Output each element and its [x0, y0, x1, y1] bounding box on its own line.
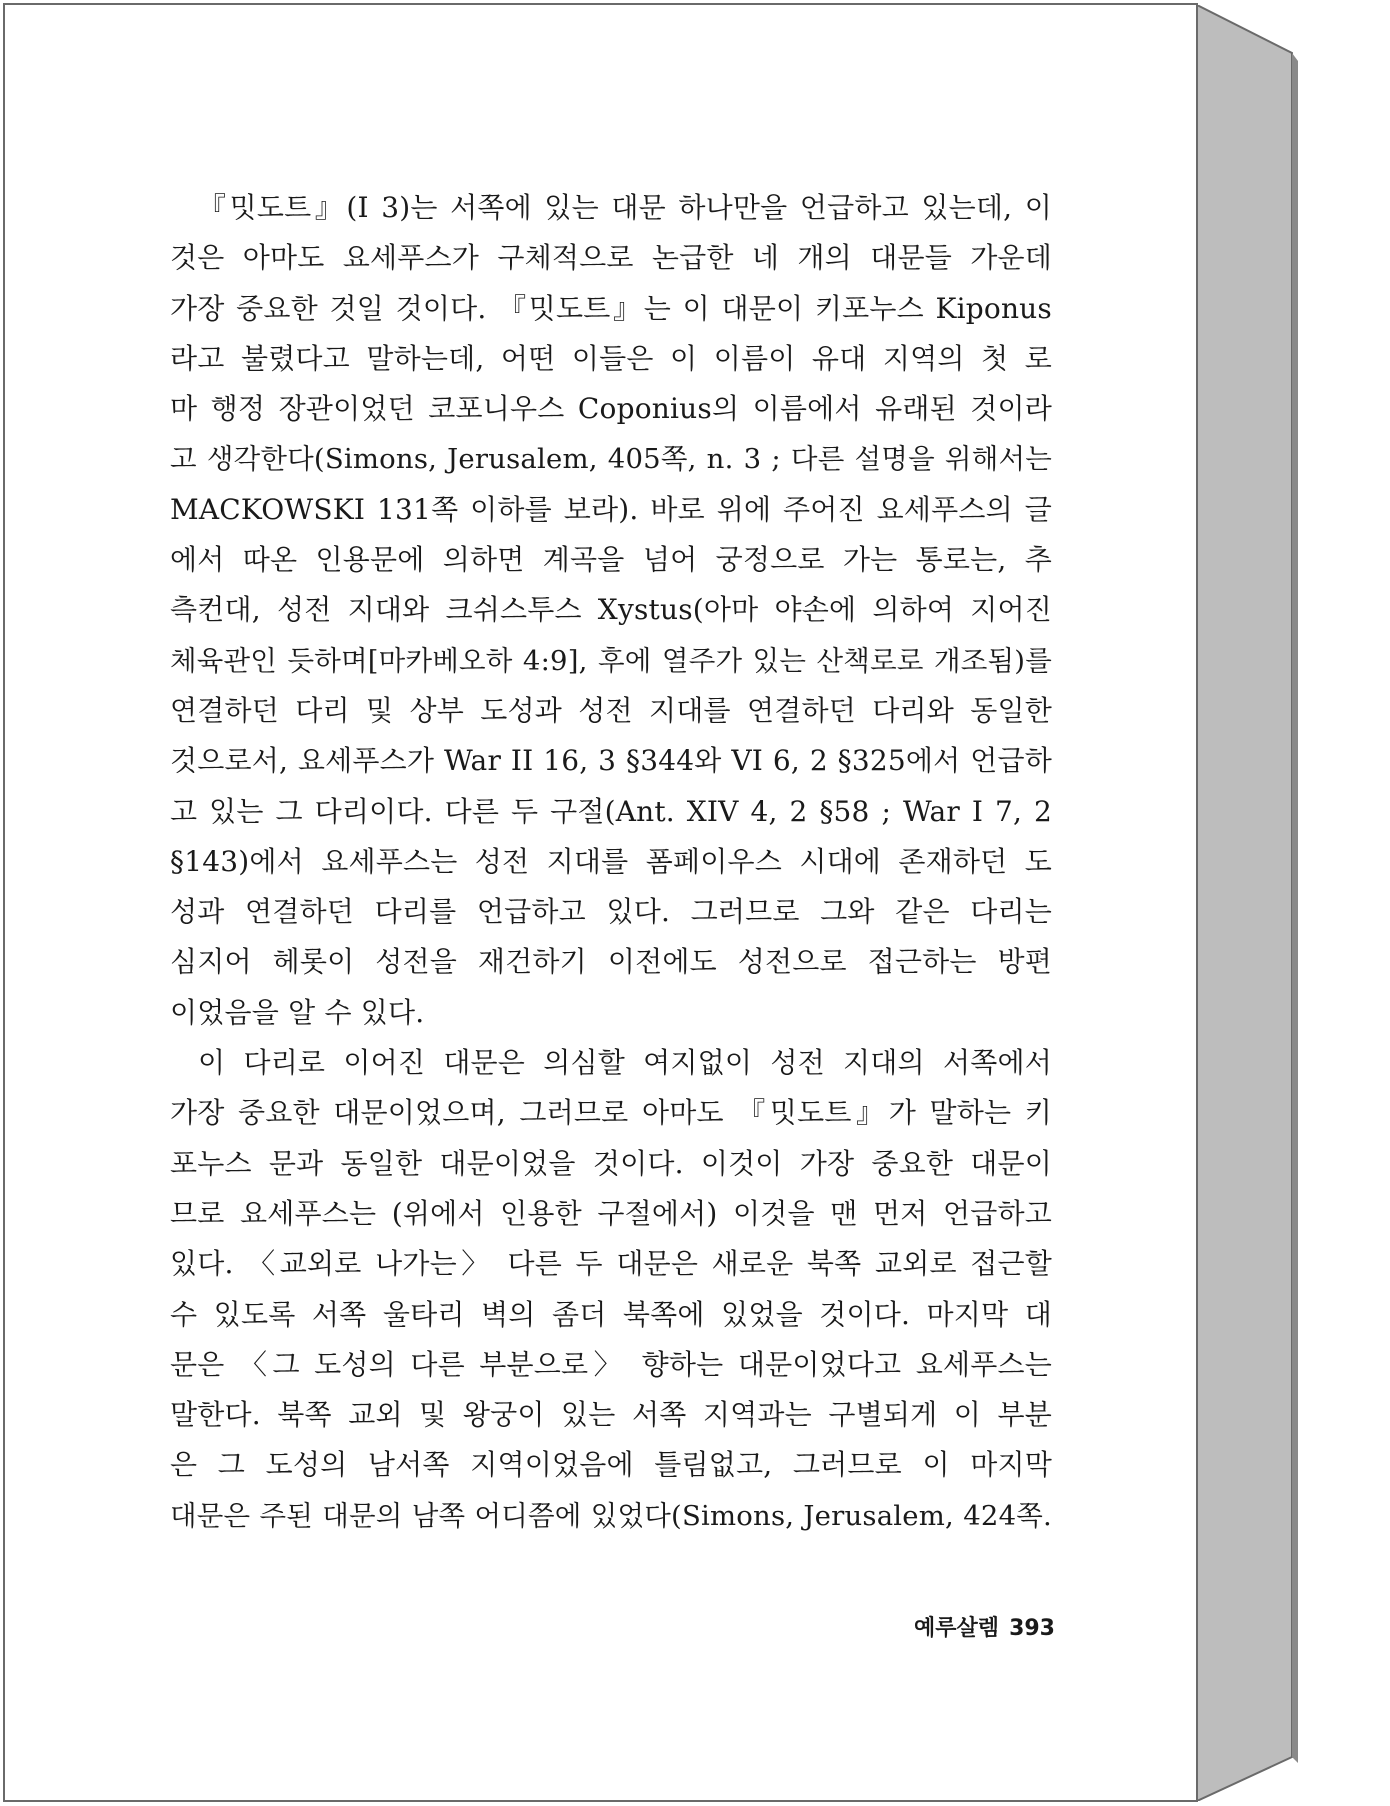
book-page — [3, 3, 1198, 1802]
page-footer — [855, 1611, 1055, 1642]
book-edge-shading — [1197, 5, 1387, 1801]
text-line: 것은 아마도 요세푸스가 구체적으로 논급한 네 개의 대문들 가운데 — [170, 241, 1052, 275]
text-line: 라고 불렸다고 말하는데, 어떤 이들은 이 이름이 유대 지역의 첫 로 — [170, 341, 1052, 375]
text-line: 측컨대, 성전 지대와 크쉬스투스 Xystus(아마 야손에 의하여 지어진 — [170, 593, 1052, 627]
text-line: 마 행정 장관이었던 코포니우스 Coponius의 이름에서 유래된 것이라 — [170, 392, 1052, 426]
text-line: 므로 요세푸스는 (위에서 인용한 구절에서) 이것을 맨 먼저 언급하고 — [170, 1196, 1052, 1230]
text-line: 고 있는 그 다리이다. 다른 두 구절(Ant. XIV 4, 2 §58 ; War I 7, 2 — [170, 794, 1052, 828]
book-edge-shadow — [1292, 53, 1298, 1763]
body-text — [170, 183, 1052, 1541]
text-line: 연결하던 다리 및 상부 도성과 성전 지대를 연결하던 다리와 동일한 — [170, 693, 1052, 727]
text-line: 성과 연결하던 다리를 언급하고 있다. 그러므로 그와 같은 다리는 — [170, 895, 1052, 929]
text-line: 가장 중요한 대문이었으며, 그러므로 아마도 『밋도트』가 말하는 키 — [170, 1096, 1052, 1130]
text-line: 문은 〈그 도성의 다른 부분으로〉 향하는 대문이었다고 요세푸스는 — [170, 1347, 1052, 1381]
text-line: 이었음을 알 수 있다. — [170, 995, 425, 1029]
text-line: 말한다. 북쪽 교외 및 왕궁이 있는 서쪽 지역과는 구별되게 이 부분 — [170, 1398, 1052, 1432]
text-line: §143)에서 요세푸스는 성전 지대를 폼페이우스 시대에 존재하던 도 — [170, 844, 1052, 878]
text-line: MACKOWSKI 131쪽 이하를 보라). 바로 위에 주어진 요세푸스의 글 — [170, 492, 1052, 526]
text-line: 수 있도록 서쪽 울타리 벽의 좀더 북쪽에 있었을 것이다. 마지막 대 — [170, 1297, 1052, 1331]
text-line: 에서 따온 인용문에 의하면 계곡을 넘어 궁정으로 가는 통로는, 추 — [170, 543, 1052, 577]
text-line: 체육관인 듯하며[마카베오하 4:9], 후에 열주가 있는 산책로로 개조됨)를 — [170, 644, 1052, 677]
text-line: 것으로서, 요세푸스가 War II 16, 3 §344와 VI 6, 2 §325에서 언급하 — [170, 744, 1052, 778]
text-line: 가장 중요한 것일 것이다. 『밋도트』는 이 대문이 키포누스 Kiponus — [170, 291, 1052, 325]
book-edge-face — [1197, 5, 1292, 1801]
text-line: 은 그 도성의 남서쪽 지역이었음에 틀림없고, 그러므로 이 마지막 — [170, 1448, 1052, 1482]
text-line: 이 다리로 이어진 대문은 의심할 여지없이 성전 지대의 서쪽에서 — [198, 1046, 1052, 1080]
text-line: 고 생각한다(Simons, Jerusalem, 405쪽, n. 3 ; 다른 설명을 위해서는 — [170, 443, 1052, 476]
page-number: 393 — [1009, 1616, 1055, 1641]
text-line: 『밋도트』(I 3)는 서쪽에 있는 대문 하나만을 언급하고 있는데, 이 — [198, 191, 1052, 224]
running-title: 예루살렘 — [914, 1616, 1000, 1641]
text-line: 대문은 주된 대문의 남쪽 어디쯤에 있었다(Simons, Jerusalem, 424쪽. — [170, 1499, 1052, 1532]
text-line: 심지어 헤롯이 성전을 재건하기 이전에도 성전으로 접근하는 방편 — [170, 945, 1052, 979]
text-line: 있다. 〈교외로 나가는〉 다른 두 대문은 새로운 북쪽 교외로 접근할 — [170, 1247, 1052, 1281]
text-line: 포누스 문과 동일한 대문이었을 것이다. 이것이 가장 중요한 대문이 — [170, 1146, 1052, 1180]
